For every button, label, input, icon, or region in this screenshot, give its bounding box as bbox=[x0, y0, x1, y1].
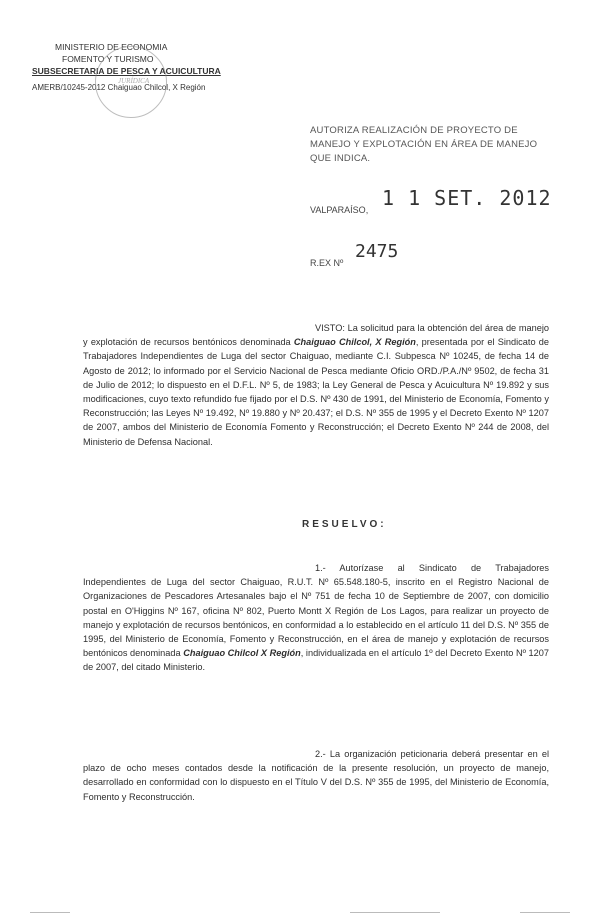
stamp-text: JURÍDICA bbox=[118, 77, 150, 85]
date-stamp: 1 1 SET. 2012 bbox=[382, 186, 552, 210]
official-stamp bbox=[95, 46, 167, 118]
visto-rest: , presentada por el Sindicato de Trabajadores Independientes de Luga del sector Chaiguao, mediante C.I. Subpesca Nº 10245, de fecha 14 de Agosto de 2012; lo informado por el Servicio Nacional de Pesca mediante Oficio ORD./P.A./Nº 9502, de fecha 31 de Julio de 2012; lo dispuesto en el D.F.L. Nº 5, de 1983; la Ley General de Pesca y Acuicultura Nº 19.892 y sus modificaciones, cuyo texto refundido fue fijado por el D.S. Nº 430 de 1991, del Ministerio de Economía, Fomento y Reconstrucción; las Leyes Nº 19.492, Nº 19.880 y Nº 20.437; el D.S. Nº 355 de 1995 y el Decreto Exento Nº 1207 de 2007, ambos del Ministerio de Economía Fomento y Reconstrucción; el Decreto Exento Nº 244 de 2008, del Ministerio de Defensa Nacional. bbox=[83, 337, 549, 447]
point-1-area-name: Chaiguao Chilcol X Región bbox=[183, 648, 301, 659]
footer-scan-marks bbox=[0, 910, 600, 918]
point-1-lead: 1.- Autorízase al Sindicato de Trabajadores Independientes de Luga del sector Chaiguao, R.U.T. Nº 65.548.180-5, inscrito en el Registro Nacional de Organizaciones de Pescadores Artesanales bajo el Nº 751 de fecha 10 de Septiembre de 2007, con domicilio postal en O'Higgins Nº 167, oficina Nº 802, Puerto Montt X Región de Los Lagos, para realizar un proyecto de manejo y explotación de recursos bentónicos, en conformidad a lo establecido en el artículo 11 del D.S. Nº 355 de 1995, del Ministerio de Economía, Fomento y Reconstrucción, en el área de manejo y explotación de recursos bentónicos denominada bbox=[83, 563, 549, 659]
point-2-text: 2.- La organización peticionaria deberá presentar en el plazo de ocho meses contados desde la notificación de la presente resolución, un proyecto de manejo, desarrollado en conformidad con lo dispuesto en el Título V del D.S. Nº 355 de 1995, del Ministerio de Economía, Fomento y Reconstrucción. bbox=[83, 749, 549, 802]
resuelvo-heading: RESUELVO: bbox=[302, 519, 387, 530]
header-file-reference: AMERB/10245-2012 Chaiguao Chilcol, X Región bbox=[32, 83, 206, 92]
visto-paragraph bbox=[83, 321, 549, 449]
header-ministry: MINISTERIO DE ECONOMIA bbox=[55, 42, 168, 52]
visto-area-name: Chaiguao Chilcol, X Región bbox=[293, 337, 416, 348]
resolution-number-label: R.EX Nº bbox=[310, 258, 344, 268]
point-1-rest: , individualizada en el artículo 1º del Decreto Exento Nº 1207 de 2007, del citado Ministerio. bbox=[83, 648, 549, 673]
date-label: VALPARAÍSO, bbox=[310, 205, 369, 215]
visto-lead: VISTO: La solicitud para la obtención del área de manejo y explotación de recursos bentónicos denominada bbox=[83, 323, 549, 348]
header-subsecretaria: SUBSECRETARIA DE PESCA Y ACUICULTURA bbox=[32, 66, 221, 76]
resolution-subject: AUTORIZA REALIZACIÓN DE PROYECTO DE MANEJO Y EXPLOTACIÓN EN ÁREA DE MANEJO QUE INDICA. bbox=[310, 125, 538, 164]
point-2-paragraph bbox=[83, 747, 549, 804]
point-1-paragraph bbox=[83, 561, 549, 675]
header-ministry-sub: FOMENTO Y TURISMO bbox=[62, 54, 154, 64]
resolution-number: 2475 bbox=[355, 241, 399, 262]
